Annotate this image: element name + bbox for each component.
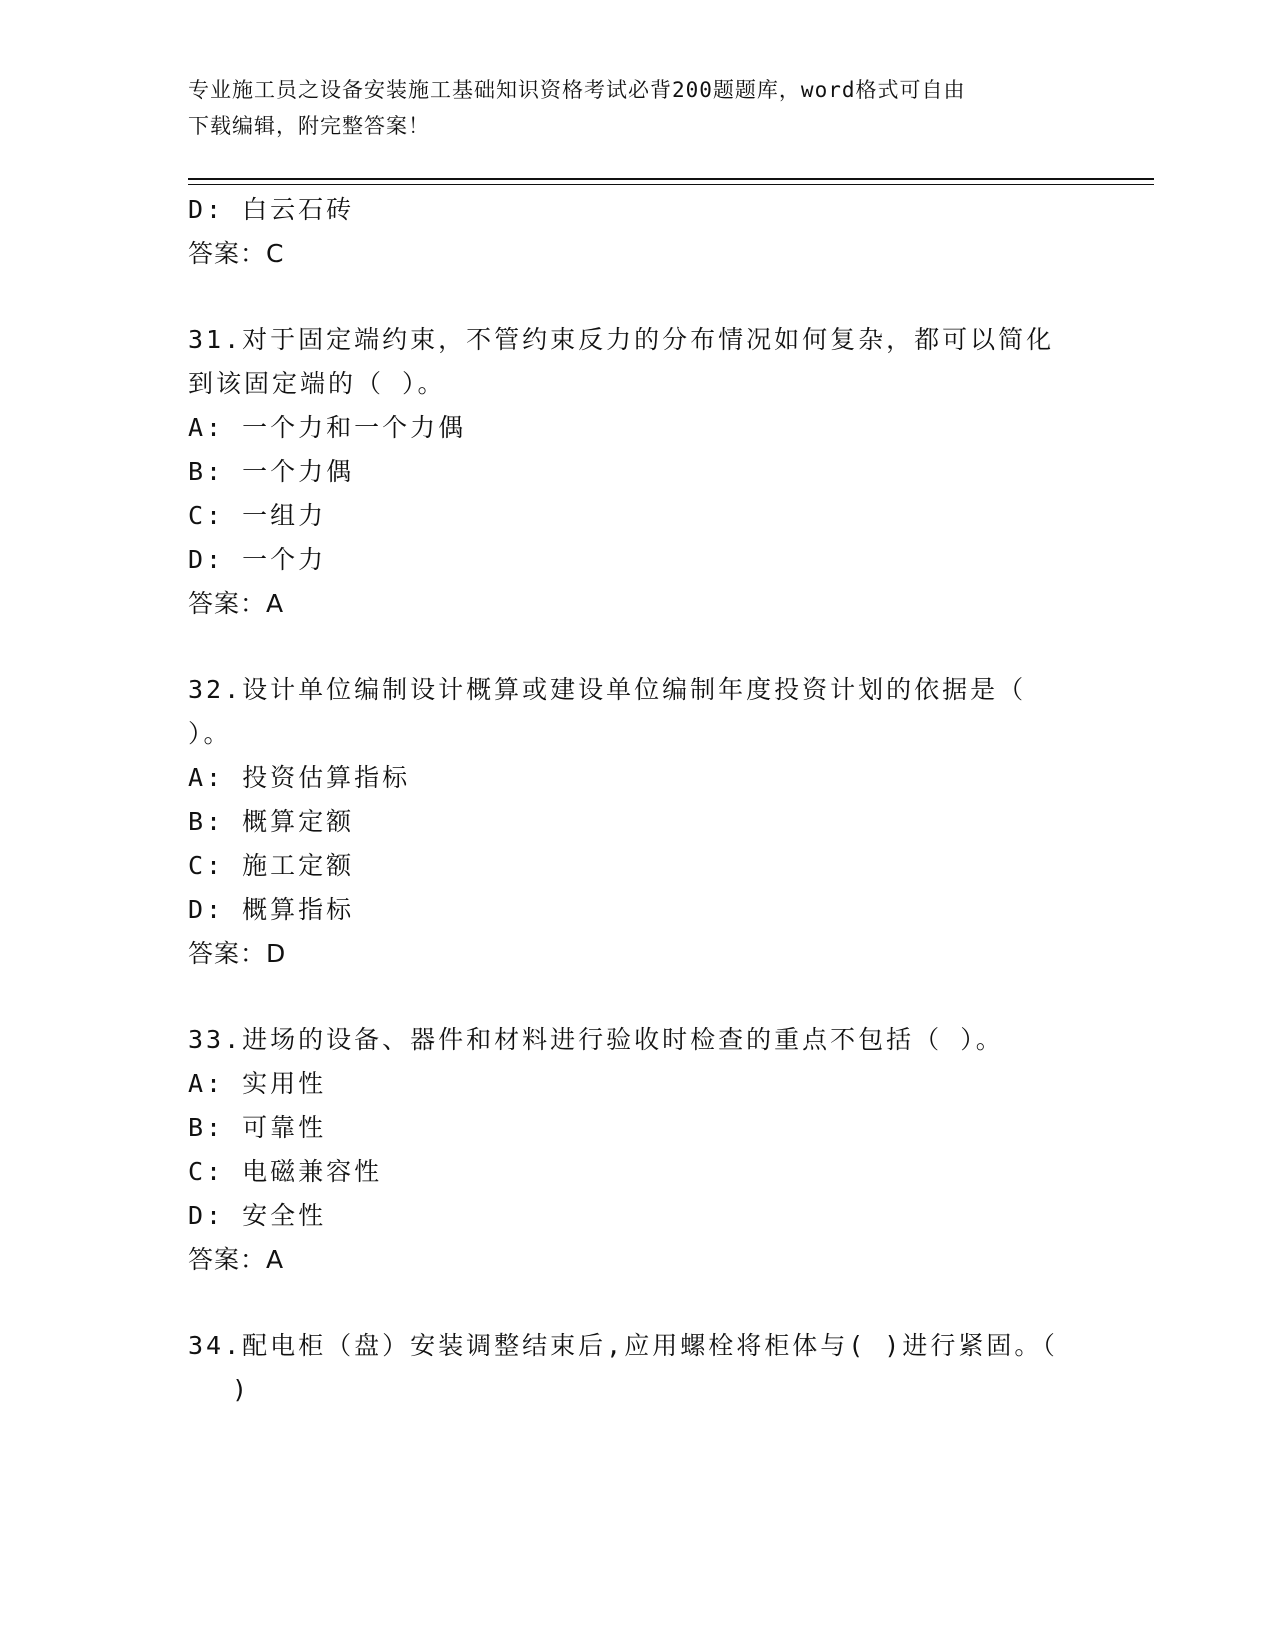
q32-option-d: D: 概算指标 <box>188 895 355 924</box>
q33-answer: 答案：A <box>188 1245 285 1274</box>
q32-option-a: A: 投资估算指标 <box>188 763 411 792</box>
q32-stem-line-2: ）。 <box>188 719 232 748</box>
q31-stem-line-2: 到该固定端的（ ）。 <box>188 369 446 398</box>
q33-option-c: C: 电磁兼容性 <box>188 1157 383 1186</box>
q31-option-c: C: 一组力 <box>188 501 327 530</box>
q32-stem-line-1: 32.设计单位编制设计概算或建设单位编制年度投资计划的依据是（ <box>188 675 1027 704</box>
q31-option-a: A: 一个力和一个力偶 <box>188 413 467 442</box>
q34-stem-line-2: ) <box>232 1375 251 1404</box>
q31-option-d: D: 一个力 <box>188 545 327 574</box>
q33-option-b: B: 可靠性 <box>188 1113 327 1142</box>
q32-option-b: B: 概算定额 <box>188 807 355 836</box>
document-header <box>188 72 1068 144</box>
q31-answer: 答案：A <box>188 589 285 618</box>
q32-option-c: C: 施工定额 <box>188 851 355 880</box>
header-line-1: 专业施工员之设备安装施工基础知识资格考试必背200题题库，word格式可自由 <box>188 78 966 102</box>
header-divider-thin <box>188 184 1154 185</box>
q33-option-d: D: 安全性 <box>188 1201 327 1230</box>
header-divider-thick <box>188 178 1154 180</box>
q31-stem-line-1: 31.对于固定端约束，不管约束反力的分布情况如何复杂，都可以简化 <box>188 325 1055 354</box>
header-line-2: 下载编辑，附完整答案！ <box>188 114 430 138</box>
q31-option-b: B: 一个力偶 <box>188 457 355 486</box>
q32-answer: 答案：D <box>188 939 287 968</box>
q33-stem-line-1: 33.进场的设备、器件和材料进行验收时检查的重点不包括（ ）。 <box>188 1025 1004 1054</box>
prev-option-d: D: 白云石砖 <box>188 195 355 224</box>
q33-option-a: A: 实用性 <box>188 1069 327 1098</box>
prev-answer: 答案：C <box>188 239 285 268</box>
q34-stem-line-1: 34.配电柜（盘）安装调整结束后,应用螺栓将柜体与( )进行紧固。（ <box>188 1331 1058 1360</box>
